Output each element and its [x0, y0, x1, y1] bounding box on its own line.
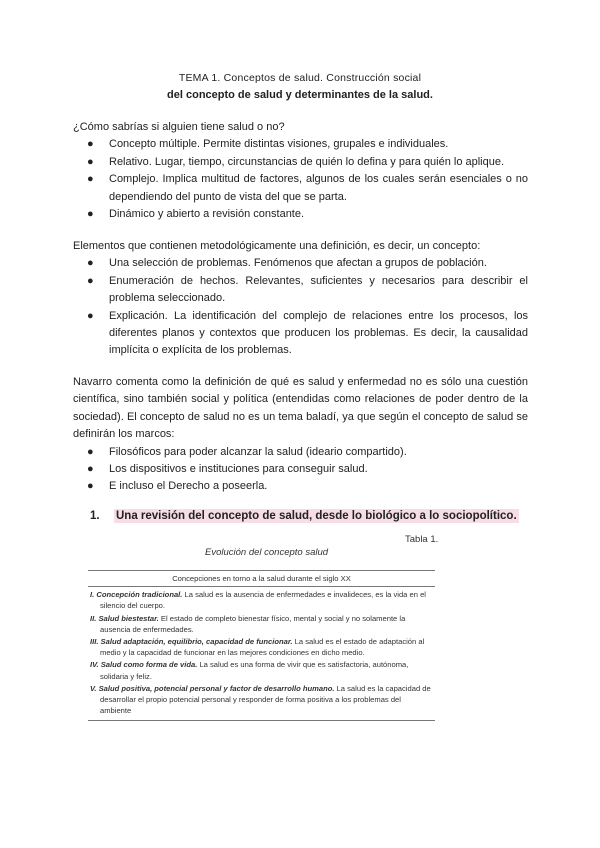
bullet-icon: ● [87, 155, 94, 168]
table-row: IV. Salud como forma de vida. La salud es una forma de vivir que es satisfactoria, autónoma, solidaria y feliz. [90, 660, 409, 681]
bullet-list [73, 136, 528, 223]
table-subtitle: Evolución del concepto salud [205, 547, 329, 558]
section-concept-elements [73, 238, 528, 360]
list-item: ● Explicación. La identificación del complejo de relaciones entre los procesos, los diferentes planos y contextos que producen los problemas. Es decir, la causalidad implícita o explícita de los problemas. [87, 309, 528, 357]
bullet-icon: ● [87, 257, 94, 270]
table-caption: Tabla 1. [405, 534, 439, 545]
document-subtitle: del concepto de salud y determinantes de la salud. [167, 89, 433, 101]
table-row: V. Salud positiva, potencial personal y factor de desarrollo humano. La salud es la capacidad de desarrollar el propio potencial personal y responder de forma positiva a los problemas del ambiente [90, 683, 431, 716]
heading-text: Una revisión del concepto de salud, desde lo biológico a lo sociopolítico. [116, 510, 517, 522]
document-title: TEMA 1. Conceptos de salud. Construcción social [178, 72, 422, 84]
table-body [88, 587, 435, 720]
list-item: ● Filosóficos para poder alcanzar la salud (ideario compartido). [73, 444, 528, 461]
section-health-question [73, 119, 528, 223]
bullet-icon: ● [87, 274, 94, 287]
list-item: ● Dinámico y abierto a revisión constante. [73, 206, 528, 223]
bullet-icon: ● [87, 480, 94, 493]
navarro-paragraph: Navarro comenta como la definición de qué es salud y enfermedad no es sólo una cuestión científica, sino también social y política (entendidas como relaciones de poder dentro de la sociedad). El concepto de salud no es un tema baladí, ya que según el concepto de salud se definirán los marcos: [73, 376, 528, 441]
bullet-icon: ● [87, 208, 94, 221]
bullet-list [73, 255, 528, 359]
question-text: ¿Cómo sabrías si alguien tiene salud o no? [73, 121, 285, 133]
bullet-icon: ● [87, 138, 94, 151]
bullet-icon: ● [87, 309, 94, 322]
bullet-icon: ● [87, 463, 94, 476]
list-item: ● Complejo. Implica multitud de factores, algunos de los cuales serán esenciales o no dependiendo del punto de vista del que se parta. [87, 173, 528, 203]
bullet-icon: ● [87, 173, 94, 186]
list-item: ● Enumeración de hechos. Relevantes, suficientes y necesarios para describir el problema seleccionado. [87, 274, 528, 305]
intro-text: Elementos que contienen metodológicamente una definición, es decir, un concepto: [73, 240, 481, 252]
bullet-icon: ● [87, 445, 94, 458]
list-item: ● E incluso el Derecho a poseerla. [73, 478, 528, 495]
table-header: Concepciones en torno a la salud durante el siglo XX [88, 571, 435, 587]
table-row: II. Salud biestestar. El estado de completo bienestar físico, mental y social y no solamente la ausencia de enfermedades. [90, 613, 406, 634]
heading-number: 1. [90, 510, 100, 522]
health-concept-table [88, 570, 435, 721]
bullet-list [73, 444, 528, 496]
list-item: ● Relativo. Lugar, tiempo, circunstancias de quién lo defina y para quién lo aplique. [73, 154, 528, 171]
table-row: I. Concepción tradicional. La salud es la ausencia de enfermedades e invalideces, es la vida en el silencio del cuerpo. [90, 590, 426, 611]
section-navarro [73, 374, 528, 496]
list-item: ● Los dispositivos e instituciones para conseguir salud. [73, 461, 528, 478]
section-heading [90, 510, 519, 522]
list-item: ● Concepto múltiple. Permite distintas visiones, grupales e individuales. [73, 136, 528, 153]
table-row: III. Salud adaptación, equilibrio, capacidad de funcionar. La salud es el estado de adaptación al medio y la capacidad de funcionar en las mejores condiciones en dicho medio. [90, 637, 425, 658]
list-item: ● Una selección de problemas. Fenómenos que afectan a grupos de población. [73, 255, 528, 272]
